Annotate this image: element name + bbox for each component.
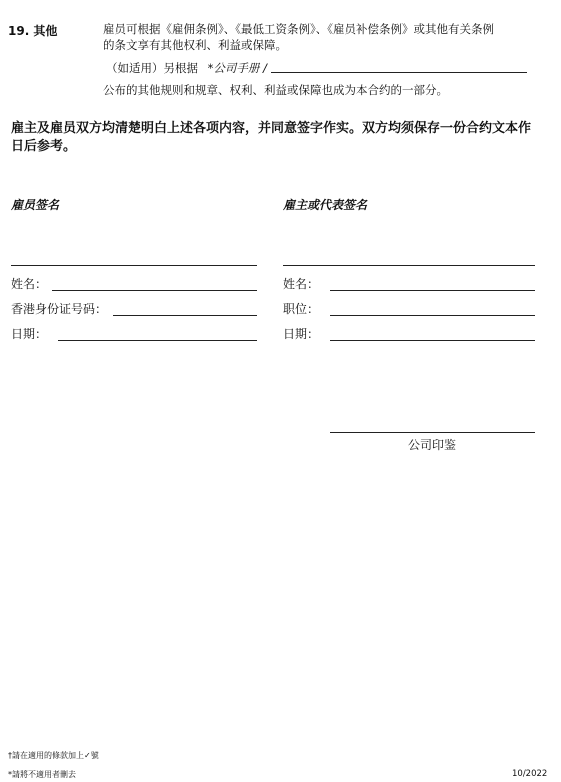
employee-signature-line[interactable] <box>11 265 257 266</box>
employee-hkid-field[interactable] <box>113 315 257 316</box>
employer-date-field[interactable] <box>330 340 535 341</box>
form-version: 10/2022 <box>512 769 548 779</box>
employer-signature-line[interactable] <box>283 265 535 266</box>
company-seal-line[interactable] <box>330 432 535 433</box>
company-handbook-option: *公司手册 / <box>207 61 267 75</box>
employee-name-field[interactable] <box>52 290 257 291</box>
clause-text-line: 的条文享有其他权利、利益或保障。 <box>103 38 287 52</box>
company-seal-label: 公司印鉴 <box>408 438 457 452</box>
footer-note-delete: *請將不適用者刪去 <box>8 770 76 779</box>
clause-text-line: 公布的其他规则和规章、权利、利益或保障也成为本合约的一部分。 <box>103 83 448 97</box>
employer-title-label: 职位： <box>283 302 320 316</box>
employee-date-label: 日期： <box>11 327 48 341</box>
employer-signature-heading: 雇主或代表签名 <box>283 198 368 212</box>
employee-name-label: 姓名： <box>11 277 48 291</box>
employer-date-label: 日期： <box>283 327 320 341</box>
declaration-text: 雇主及雇员双方均清楚明白上述各项内容，并同意签字作实。双方均须保存一份合约文本作 <box>11 121 532 136</box>
employee-date-field[interactable] <box>58 340 257 341</box>
footer-note-checkmark: †請在適用的條款加上✓號 <box>8 751 99 760</box>
employer-title-field[interactable] <box>330 315 535 316</box>
clause-text-line <box>106 61 267 75</box>
employee-hkid-label: 香港身份证号码： <box>11 302 108 316</box>
employer-name-field[interactable] <box>330 290 535 291</box>
declaration-text: 日后参考。 <box>11 139 77 154</box>
handbook-name-blank[interactable] <box>271 72 527 73</box>
clause-number: 19. 其他 <box>8 24 58 38</box>
clause-optional-prefix: （如适用）另根据 <box>106 61 198 75</box>
employee-signature-heading: 雇员签名 <box>11 198 60 212</box>
employer-name-label: 姓名： <box>283 277 320 291</box>
clause-text-line: 雇员可根据《雇佣条例》、《最低工资条例》、《雇员补偿条例》或其他有关条例 <box>103 22 494 36</box>
